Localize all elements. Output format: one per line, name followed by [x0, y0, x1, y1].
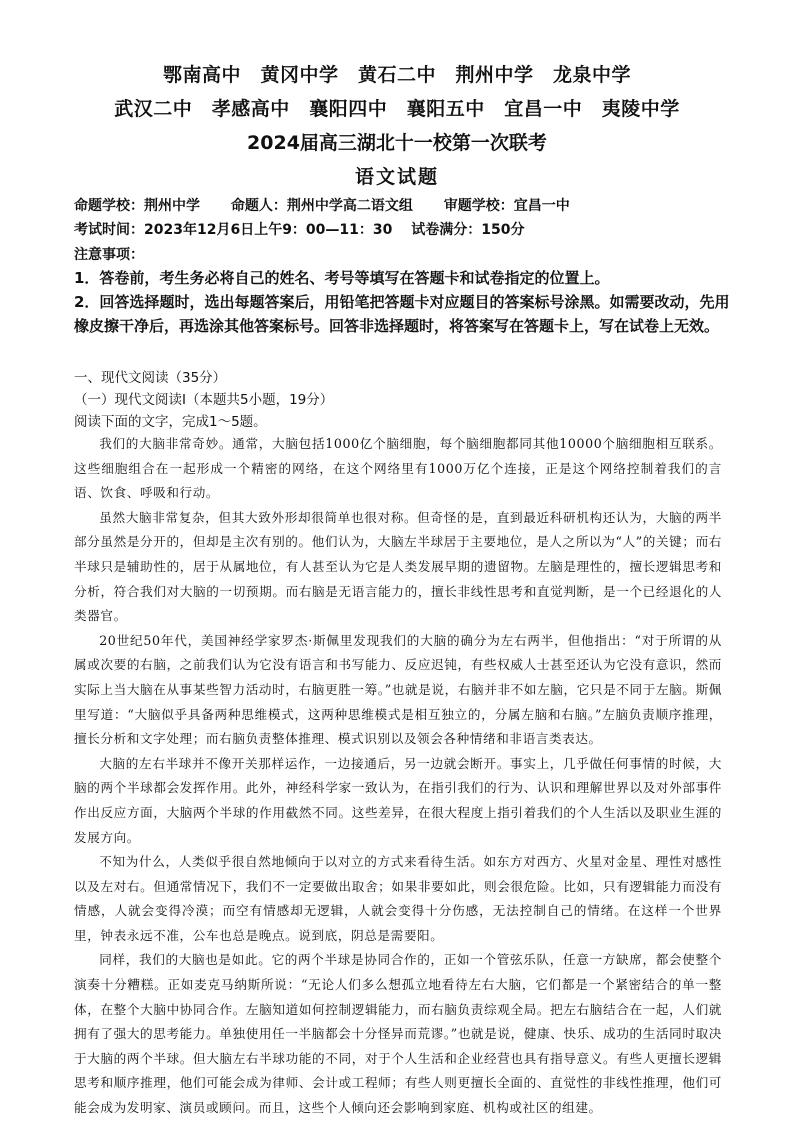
passage-paragraph-1: 我们的大脑非常奇妙。通常，大脑包括1000亿个脑细胞，每个脑细胞都同其他10000个脑细胞相互联系。这些细胞组合在一起形成一个精密的网络，在这个网络里有1000万亿个连接，正是这个网络控制着我们的言语、饮食、呼吸和行动。 [74, 436, 722, 501]
exam-time-info [74, 219, 734, 239]
section-heading: 一、现代文阅读（35分） [74, 370, 227, 386]
notice-title: 注意事项： [74, 247, 144, 263]
reading-passage [74, 432, 722, 1121]
notice-item-1: 1．答卷前，考生务必将自己的姓名、考号等填写在答题卡和试卷指定的位置上。 [74, 269, 610, 287]
exam-time: 考试时间：2023年12月6日上午9：00—11：30 [74, 222, 393, 238]
setter-school: 命题学校：荆州中学 [74, 198, 200, 214]
reviewer-school: 审题学校：宜昌一中 [443, 198, 570, 214]
subsection-heading: （一）现代文阅读Ⅰ（本题共5小题，19分） [74, 392, 334, 408]
subject-title: 语文试题 [354, 166, 439, 188]
schools-line-1: 鄂南高中 黄冈中学 黄石二中 荆州中学 龙泉中学 [162, 64, 631, 86]
exam-title: 2024届高三湖北十一校第一次联考 [247, 132, 547, 154]
full-score: 试卷满分：150分 [411, 222, 525, 238]
passage-paragraph-6: 同样，我们的大脑也是如此。它的两个半球是协同合作的，正如一个管弦乐队，任意一方缺席，都会使整个演奏十分糟糕。正如麦克马纳斯所说：“无论人们多么想孤立地看待左右大脑，它们都是一个紧密结合的单一整体，在整个大脑中协同合作。左脑知道如何控制逻辑能力，而右脑负责综观全局。把左右脑结合在一起，人们就拥有了强大的思考能力。单独使用任一半脑都会十分怪异而荒谬。”也就是说，健康、快乐、成功的生活同时取决于大脑的两个半球。但大脑左右半球功能的不同，对于个人生活和企业经营也具有指导意义。有些人更擅长逻辑思考和顺序推理，他们可能会成为律师、会计或工程师；有些人则更擅长全面的、直觉性的非线性推理，他们可能会成为发明家、演员或顾问。而且，这些个人倾向还会影响到家庭、机构或社区的组建。 [74, 952, 722, 1116]
setter-name: 命题人：荆州中学高二语文组 [230, 198, 413, 214]
passage-paragraph-2: 虽然大脑非常复杂，但其大致外形却很简单也很对称。但奇怪的是，直到最近科研机构还认为，大脑的两半部分虽然是分开的，但却是主次有别的。他们认为，大脑左半球居于主要地位，是人之所以为“人”的关键；而右半球只是辅助性的，居于从属地位，有人甚至认为它是人类发展早期的遗留物。左脑是理性的，擅长逻辑思考和分析，符合我们对大脑的一切预期。而右脑是无语言能力的，擅长非线性思考和直觉判断，是一个已经退化的人类器官。 [74, 509, 722, 624]
passage-paragraph-5: 不知为什么，人类似乎很自然地倾向于以对立的方式来看待生活。如东方对西方、火星对金星、理性对感性以及左对右。但通常情况下，我们不一定要做出取舍；如果非要如此，则会很危险。比如，只有逻辑能力而没有情感，人就会变得冷漠；而空有情感却无逻辑，人就会变得十分伤感，无法控制自己的情绪。在这样一个世界里，钟表永远不准，公车也总是晚点。说到底，阴总是需要阳。 [74, 854, 722, 943]
schools-line-2: 武汉二中 孝感高中 襄阳四中 襄阳五中 宜昌一中 夷陵中学 [114, 98, 680, 120]
passage-paragraph-3: 20世纪50年代，美国神经学家罗杰·斯佩里发现我们的大脑的确分为左右两半，但他指出：“对于所谓的从属或次要的右脑，之前我们认为它没有语言和书写能力、反应迟钝，有些权威人士甚至还认为它没有意识，然而实际上当大脑在从事某些智力活动时，右脑更胜一筹。”也就是说，右脑并非不如左脑，它只是不同于左脑。斯佩里写道：“大脑似乎具备两种思维模式，这两种思维模式是相互独立的，分属左脑和右脑。”左脑负责顺序推理，擅长分析和文字处理；而右脑负责整体推理、模式识别以及领会各种情绪和非语言类表达。 [74, 632, 722, 747]
reading-instruction: 阅读下面的文字，完成1～5题。 [74, 414, 267, 430]
notice-item-2: 2．回答选择题时，选出每题答案后，用铅笔把答题卡对应题目的答案标号涂黑。如需要改动，先用橡皮擦干净后，再选涂其他答案标号。回答非选择题时，将答案写在答题卡上，写在试卷上无效。 [74, 293, 730, 335]
passage-paragraph-4: 大脑的左右半球并不像开关那样运作，一边接通后，另一边就会断开。事实上，几乎做任何事情的时候，大脑的两个半球都会发挥作用。此外，神经科学家一致认为，在指引我们的行为、认识和理解世界以及对外部事件作出反应方面，大脑两个半球的作用截然不同。这些差异，在很大程度上指引着我们的个人生活以及职业生涯的发展方向。 [74, 755, 722, 845]
setter-info [74, 195, 734, 215]
